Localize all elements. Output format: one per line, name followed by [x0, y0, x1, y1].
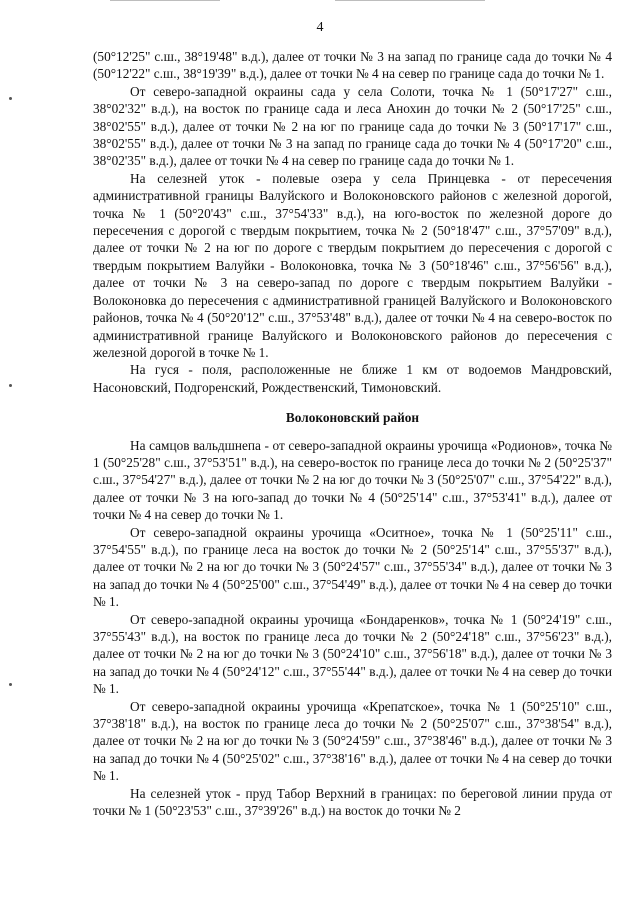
- paragraph: На самцов вальдшнепа - от северо-западной окраины урочища «Родионов», точка № 1 (50°25'28" с.ш., 37°53'51" в.д.), на северо-восток по границе леса до точки № 2 (50°25'37" с.ш., 37°54'27" в.д.), далее от точки № 2 на юг до точки № 3 (50°25'07" с.ш., 37°54'22" в.д.), далее от точки № 3 на юго-запад до точки № 4 (50°25'14" с.ш., 37°53'41" в.д.), далее от точки № 4 на север до точки № 1.: [93, 437, 612, 523]
- scan-edge-left: [110, 0, 220, 1]
- section-heading: Волоконовский район: [285, 410, 420, 426]
- page-number: 4: [316, 20, 324, 35]
- paragraph: От северо-западной окраины сада у села Солоти, точка № 1 (50°17'27" с.ш., 38°02'32" в.д.), на восток по границе сада и леса Анохин до точки № 2 (50°17'25" с.ш., 38°02'55" в.д.), далее от точки № 2 на юг по границе сада до точки № 3 (50°17'17" с.ш., 38°02'55" в.д.), далее от точки № 3 на запад по границе сада до точки № 4 (50°17'20" с.ш., 38°02'35" в.д.), далее от точки № 4 на север по границе сада до точки № 1.: [93, 83, 612, 169]
- paragraph: (50°12'25" с.ш., 38°19'48" в.д.), далее от точки № 3 на запад по границе сада до точки № 4 (50°12'22" с.ш., 38°19'39" в.д.), далее от точки № 4 на север по границе сада до точки № 1.: [93, 49, 612, 82]
- margin-punch-mark: [9, 683, 12, 686]
- paragraph: На гуся - поля, расположенные не ближе 1 км от водоемов Мандровский, Насоновский, Подгоренский, Рождественский, Тимоновский.: [93, 362, 612, 395]
- margin-punch-mark: [9, 97, 12, 100]
- margin-punch-mark: [9, 384, 12, 387]
- document-body: [93, 48, 612, 819]
- paragraph: От северо-западной окраины урочища «Крепатское», точка № 1 (50°25'10" с.ш., 37°38'18" в.д.), на восток по границе леса до точки № 2 (50°25'07" с.ш., 37°38'54" в.д.), далее от точки № 2 на юг до точки № 3 (50°24'59" с.ш., 37°38'46" в.д.), далее от точки № 3 на запад до точки № 4 (50°25'02" с.ш., 37°38'16" в.д.), далее от точки № 4 на север до точки № 1.: [93, 698, 612, 784]
- scan-edge-right: [335, 0, 485, 1]
- paragraph: От северо-западной окраины урочища «Бондаренков», точка № 1 (50°24'19" с.ш., 37°55'43" в.д.), на восток по границе леса до точки № 2 (50°24'18" с.ш., 37°56'23" в.д.), далее от точки № 2 на юг до точки № 3 (50°24'10" с.ш., 37°56'18" в.д.), далее от точки № 3 на запад до точки № 4 (50°24'12" с.ш., 37°55'44" в.д.), далее от точки № 4 на север до точки № 1.: [93, 611, 612, 697]
- paragraph: На селезней уток - пруд Табор Верхний в границах: по береговой линии пруда от точки № 1 (50°23'53" с.ш., 37°39'26" в.д.) на восток до точки № 2: [93, 785, 612, 819]
- paragraph: На селезней уток - полевые озера у села Принцевка - от пересечения административной границы Валуйского и Волоконовского районов с железной дорогой, точка № 1 (50°20'43" с.ш., 37°54'33" в.д.), на юго-восток по железной дороге до пересечения с дорогой с твердым покрытием, точка № 2 (50°18'47" с.ш., 37°57'09" в.д.), далее от точки № 2 на юг по дороге с твердым покрытием до пересечения с дорогой с твердым покрытием Валуйки - Волоконовка, точка № 3 (50°18'46" с.ш., 37°56'56" в.д.), далее от точки № 3 на северо-запад по дороге с твердым покрытием Валуйки - Волоконовка до пересечения с административной границей Валуйского и Волоконовского районов, точка № 4 (50°20'12" с.ш., 37°53'48" в.д.), далее от точки № 4 на северо-восток по административной границе Валуйского и Волоконовского районов до пересечения с железной дорогой в точке № 1.: [93, 170, 612, 360]
- paragraph: От северо-западной окраины урочища «Оситное», точка № 1 (50°25'11" с.ш., 37°54'55" в.д.), по границе леса на восток до точки № 2 (50°25'14" с.ш., 37°55'37" в.д.), далее от точки № 2 на юг до точки № 3 (50°24'57" с.ш., 37°55'34" в.д.), далее от точки № 3 на запад до точки № 4 (50°25'00" с.ш., 37°54'49" в.д.), далее от точки № 4 на север до точки № 1.: [93, 524, 612, 610]
